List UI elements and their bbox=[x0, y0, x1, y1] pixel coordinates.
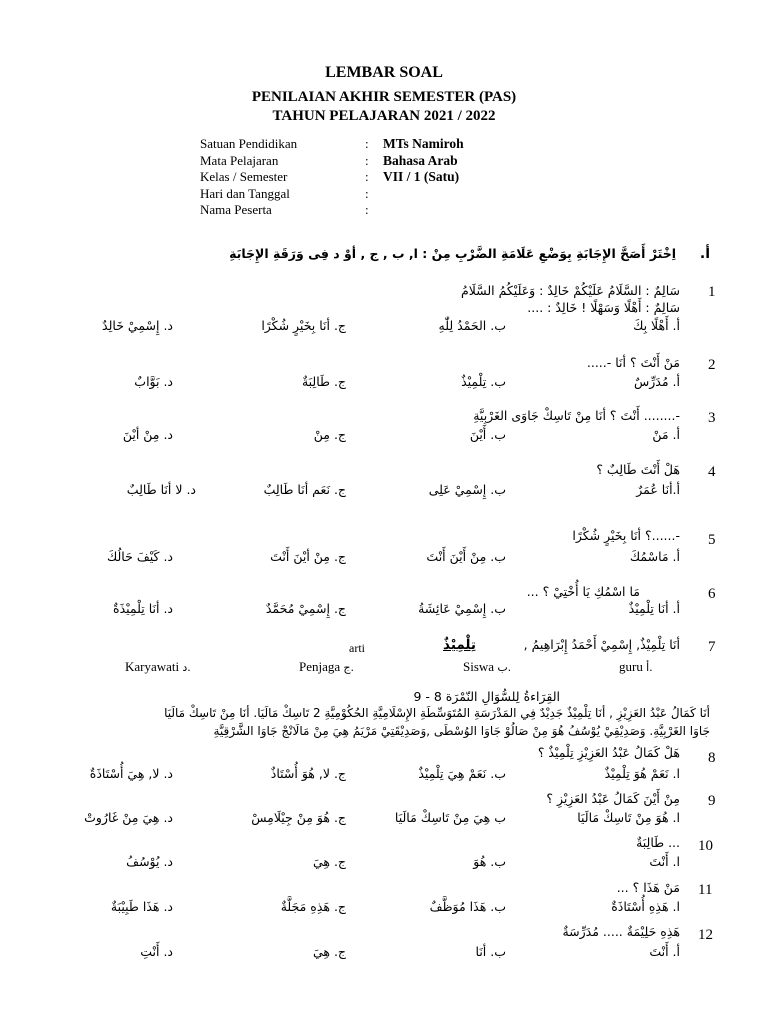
option-b[interactable]: ب. هَذَا مُوَظَّفٌ bbox=[429, 899, 506, 914]
question-text: ... طَالِبَةٌ bbox=[636, 835, 680, 850]
option-a[interactable]: أ. أنَا تِلْمِيْذٌ bbox=[628, 601, 680, 616]
question-number: 9 bbox=[708, 793, 716, 809]
reading-title: القِرَاءةُ لِلسُّوَالِ النّمْرَة 8 - 9 bbox=[413, 689, 560, 704]
question-text: -........ أَنْتَ ؟ أنَا مِنْ تَاسِكْ جَاوَى الغَرْبِيَّةِ bbox=[473, 408, 680, 423]
option-b[interactable]: ب. إِسْمِيْ عَلِى bbox=[428, 482, 506, 497]
option-c[interactable]: ج. إِسْمِيْ مُحَمَّدٌ bbox=[265, 601, 346, 616]
question-number: 12 bbox=[698, 927, 713, 943]
option-b[interactable]: ب. مِنْ أَيْنَ أَنْتَ bbox=[426, 549, 506, 564]
option-d[interactable]: د. يُوْسُفُ bbox=[126, 854, 173, 869]
option-d[interactable] bbox=[125, 659, 191, 675]
info-row bbox=[200, 169, 464, 186]
option-d[interactable]: د. هِيَ مِنْ غَارُوتْ bbox=[84, 810, 173, 825]
option-text: Karyawati bbox=[125, 659, 180, 674]
option-c[interactable]: ج. هَذِهِ مَجَلَّةٌ bbox=[280, 899, 346, 914]
option-b[interactable]: ب. تِلْمِيْذٌ bbox=[461, 374, 506, 389]
question-text: أنَا تِلْمِيْذٌ, إِسْمِيْ أَحْمَدُ إِبْرَاهِيمُ , bbox=[523, 637, 680, 652]
option-a[interactable] bbox=[619, 659, 653, 675]
option-d[interactable]: د. مِنْ أيْنَ bbox=[122, 427, 173, 442]
question-text: مِنْ أَيْنَ كَمَالُ عَبْدُ العَزِيْزِ ؟ bbox=[546, 791, 680, 806]
question-number: 10 bbox=[698, 838, 713, 854]
info-label: Mata Pelajaran bbox=[200, 152, 279, 168]
option-b[interactable]: ب. أنَا bbox=[475, 944, 506, 959]
question-text: سَالِمٌ : أَهْلًا وَسَهْلًا ! خَالِدٌ : .... bbox=[527, 300, 680, 315]
option-d[interactable]: د. لا, هِيَ أُسْتَاذَةٌ bbox=[89, 766, 173, 781]
option-c[interactable]: ج. مِنْ أيْنَ أَنْتَ bbox=[270, 549, 346, 564]
option-b[interactable]: ب هِيَ مِنْ تَاسِكْ مَالَيَا bbox=[394, 810, 506, 825]
option-text: Penjaga bbox=[299, 659, 341, 674]
option-d[interactable]: د. هَذَا طَبِيْبَةٌ bbox=[110, 899, 173, 914]
option-b[interactable]: ب. هُوَ bbox=[473, 854, 506, 869]
question-number: 6 bbox=[708, 586, 716, 602]
option-d[interactable]: د. أنَا تِلْمِيْذَةٌ bbox=[113, 601, 173, 616]
info-row bbox=[200, 202, 464, 219]
info-sep: : bbox=[365, 169, 369, 184]
option-c[interactable]: ج. نَعَم أنَا طَالِبٌ bbox=[263, 482, 346, 497]
info-row bbox=[200, 153, 464, 170]
arti-label: arti bbox=[349, 641, 365, 655]
option-text: guru bbox=[619, 659, 643, 674]
option-c[interactable]: ج. هِيَ bbox=[312, 944, 346, 959]
info-value: VII / 1 (Satu) bbox=[383, 169, 460, 184]
question-text: هَذِهِ حَلِيْمَةٌ ..... مُدَرِّسَةٌ bbox=[562, 924, 680, 939]
option-a[interactable]: ا. هُوَ مِنْ تَاسِكْ مَالَيَا bbox=[577, 810, 680, 825]
question-number: 7 bbox=[708, 639, 716, 655]
question-number: 1 bbox=[708, 284, 716, 300]
option-letter: ج. bbox=[343, 661, 355, 674]
option-b[interactable]: ب. نَعَمْ هِيَ تِلْمِيْذٌ bbox=[418, 766, 506, 781]
info-sep: : bbox=[365, 136, 369, 151]
option-letter: د. bbox=[182, 661, 191, 674]
option-c[interactable]: ج. مِنْ bbox=[313, 427, 346, 442]
reading-text: أنَا كَمَالُ عَبْدُ العَزِيْزِ , أنَا تِلْمِيْذٌ جَدِيْدٌ فِي المَدْرَسَةِ المُتَوَسِّطَةِ الإِسْلَامِيَّةِ الحُكُوْمِيَّةِ 2 تَاسِكْ مَالَيَا. أنَا مِنْ تَاسِكْ مَالَيَا bbox=[164, 706, 710, 720]
info-label: Hari dan Tanggal bbox=[200, 185, 290, 201]
option-a[interactable]: أ. أَنْتَ bbox=[649, 944, 680, 959]
doc-title: LEMBAR SOAL bbox=[325, 64, 443, 81]
info-sep: : bbox=[365, 152, 369, 168]
reading-text: جَاوَا الغَرْبِيَّةِ. وَصَدِيْقِيْ يُوْسُفُ هُوَ مِنْ صَالُوْ جَاوَا الوُسْطَى ,وَصَدِيْقَتِيْ مَرْيَمُ هِيَ مِنْ مَالَانْجْ جَاوَا الشَّرْقِيَّةِ bbox=[213, 724, 710, 738]
question-text: -......؟ أنَا بِخَيْرٍ شُكْرًا bbox=[572, 528, 680, 543]
option-c[interactable]: ج. هِيَ bbox=[312, 854, 346, 869]
option-c[interactable]: ج. أنَا بِخَيْرٍ شُكْرًا bbox=[261, 318, 346, 333]
question-number: 5 bbox=[708, 532, 716, 548]
option-d[interactable]: د. إِسْمِيْ خَالِدٌ bbox=[102, 318, 173, 333]
info-label: Kelas / Semester bbox=[200, 169, 288, 184]
option-a[interactable]: أ. أَهْلًا بِكَ bbox=[633, 318, 680, 333]
question-text: هَلْ كَمَالُ عَبْدُ العَزِيْزِ تِلْمِيْذٌ ؟ bbox=[537, 745, 680, 760]
option-b[interactable] bbox=[463, 659, 511, 675]
question-text: هَلْ أَنْتَ طَالِبٌ ؟ bbox=[596, 462, 680, 477]
info-sep: : bbox=[365, 185, 369, 201]
option-c[interactable] bbox=[299, 659, 354, 675]
question-text: سَالِمٌ : السَّلَامُ عَلَيْكُمْ خَالِدٌ : وَعَلَيْكُمُ السَّلَامُ bbox=[460, 283, 680, 298]
info-sep: : bbox=[365, 202, 369, 217]
option-d[interactable]: د. بَوَّابٌ bbox=[134, 374, 173, 389]
question-text: مَنْ هَذَا ؟ ... bbox=[616, 880, 680, 895]
doc-year: TAHUN PELAJARAN 2021 / 2022 bbox=[272, 108, 496, 124]
option-text: Siswa bbox=[463, 659, 495, 674]
info-label: Satuan Pendidikan bbox=[200, 136, 298, 151]
option-d[interactable]: د. كَيْفَ حَالُكَ bbox=[106, 549, 173, 564]
option-a[interactable]: أ. مُدَرِّسٌ bbox=[634, 374, 680, 389]
question-number: 11 bbox=[698, 882, 713, 898]
info-row bbox=[200, 136, 464, 153]
option-letter: ب. bbox=[497, 661, 512, 674]
option-d[interactable]: د. أَنْتِ bbox=[140, 944, 173, 959]
option-a[interactable]: أ. مَنْ bbox=[652, 427, 680, 442]
question-text: مَا اسْمُكِ يَا أُخْتِيْ ؟ ... bbox=[526, 584, 640, 599]
option-a[interactable]: أ. مَاسْمُكَ bbox=[629, 549, 680, 564]
info-table bbox=[200, 136, 464, 219]
option-d[interactable]: د. لا أنَا طَالِبٌ bbox=[126, 482, 196, 497]
question-text: مَنْ أَنْتَ ؟ أنَا -..... bbox=[586, 355, 680, 370]
option-a[interactable]: ا. هَذِهِ أُسْتَاذَةٌ bbox=[611, 899, 680, 914]
option-b[interactable]: ب. الحَمْدُ لِلّٰهِ bbox=[438, 318, 506, 333]
option-a[interactable]: ا. أَنْتَ bbox=[649, 854, 680, 869]
option-a[interactable]: أ.أنَا عُمَرٌ bbox=[636, 482, 680, 497]
option-c[interactable]: ج. طَالِبَةٌ bbox=[301, 374, 346, 389]
question-number: 8 bbox=[708, 750, 716, 766]
question-keyword: تِلْمِيْذٌ bbox=[443, 637, 476, 653]
option-c[interactable]: ج. لا, هُوَ أُسْتَاذٌ bbox=[270, 766, 346, 781]
option-b[interactable]: ب. أَيْنَ bbox=[469, 427, 506, 442]
option-letter: أ. bbox=[646, 661, 653, 674]
option-c[interactable]: ج. هُوَ مِنْ جِيْلَامِسْ bbox=[251, 810, 346, 825]
info-value: Bahasa Arab bbox=[383, 152, 458, 168]
question-number: 3 bbox=[708, 410, 716, 426]
doc-subtitle: PENILAIAN AKHIR SEMESTER (PAS) bbox=[251, 89, 517, 105]
option-a[interactable]: ا. نَعَمْ هُوَ تِلْمِيْذٌ bbox=[604, 766, 680, 781]
info-label: Nama Peserta bbox=[200, 202, 272, 217]
section-letter: أ. bbox=[699, 246, 710, 262]
question-number: 2 bbox=[708, 357, 716, 373]
question-number: 4 bbox=[708, 464, 716, 480]
info-row bbox=[200, 186, 464, 203]
info-value: MTs Namiroh bbox=[383, 136, 464, 151]
section-instruction: اِخْتَرْ أَصَحَّ الإِجَابَةِ بِوَضْعِ عَلَامَةِ الضَّرْبِ مِنْ : ا, ب , ج , أوْ د فِى وَرَقَةِ الإِجَابَةِ bbox=[229, 246, 676, 261]
option-b[interactable]: ب. إِسْمِيْ عَائِشَةُ bbox=[418, 601, 506, 616]
